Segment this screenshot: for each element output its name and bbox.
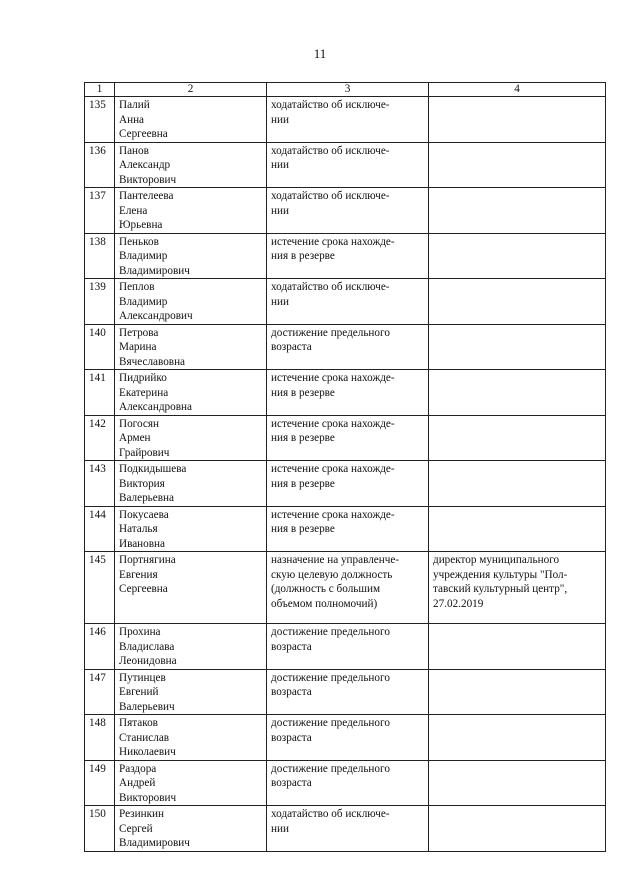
person-name — [115, 506, 267, 552]
exclusion-reason: ходатайство об исключе- нии — [267, 142, 429, 188]
table-row — [85, 506, 606, 552]
table-row — [85, 142, 606, 188]
surname: Панов — [119, 144, 149, 157]
surname: Палий — [119, 99, 150, 111]
surname: Петрова — [119, 326, 159, 339]
exclusion-reason: истечение срока нахожде- ния в резерве — [267, 415, 429, 461]
person-name — [115, 715, 267, 761]
given-name: Наталья — [119, 523, 158, 535]
appointed-position — [429, 279, 606, 325]
given-name: Владимир — [119, 295, 168, 308]
given-name: Станислав — [119, 731, 170, 744]
surname: Пятаков — [119, 717, 158, 729]
column-header: 3 — [267, 83, 429, 97]
person-name — [115, 669, 267, 715]
row-number: 142 — [85, 415, 115, 461]
exclusion-reason: ходатайство об исключе- нии — [267, 279, 429, 325]
table-row — [85, 552, 606, 624]
given-name: Владимир — [119, 250, 168, 262]
appointed-position — [429, 506, 606, 552]
person-name — [115, 760, 267, 806]
row-number: 150 — [85, 806, 115, 852]
table-row — [85, 624, 606, 670]
reserve-exclusion-table — [84, 82, 606, 852]
patronymic: Вячеславовна — [119, 355, 186, 368]
row-number: 137 — [85, 188, 115, 234]
exclusion-reason: истечение срока нахожде- ния в резерве — [267, 233, 429, 279]
person-name — [115, 97, 267, 143]
appointed-position: директор муниципального учреждения культуры "Пол- тавский культурный центр", 27.02.2019 — [429, 552, 606, 624]
appointed-position — [429, 806, 606, 852]
exclusion-reason: истечение срока нахожде- ния в резерве — [267, 461, 429, 507]
row-number: 146 — [85, 624, 115, 670]
person-name — [115, 324, 267, 370]
row-number: 140 — [85, 324, 115, 370]
exclusion-reason: достижение предельного возраста — [267, 715, 429, 761]
given-name: Сергей — [119, 822, 153, 835]
given-name: Елена — [119, 204, 148, 217]
exclusion-reason: ходатайство об исключе- нии — [267, 188, 429, 234]
exclusion-reason: ходатайство об исключе- нии — [267, 97, 429, 143]
patronymic: Владимирович — [119, 264, 190, 277]
appointed-position — [429, 142, 606, 188]
exclusion-reason: достижение предельного возраста — [267, 669, 429, 715]
surname: Покусаева — [119, 508, 169, 521]
surname: Пеньков — [119, 235, 159, 248]
surname: Путинцев — [119, 671, 166, 684]
patronymic: Сергеевна — [119, 583, 168, 595]
exclusion-reason: назначение на управленче- скую целевую должность (должность с большим объемом полномочий) — [267, 552, 429, 624]
surname: Резинкин — [119, 808, 164, 820]
table-header-row — [85, 83, 606, 97]
table-body — [85, 97, 606, 852]
exclusion-reason: достижение предельного возраста — [267, 624, 429, 670]
given-name: Анна — [119, 113, 145, 126]
surname: Погосян — [119, 417, 159, 430]
patronymic: Сергеевна — [119, 128, 168, 140]
patronymic: Александрович — [119, 310, 193, 322]
appointed-position — [429, 233, 606, 279]
given-name: Евгений — [119, 686, 159, 698]
surname: Пидрийко — [119, 372, 167, 384]
person-name — [115, 370, 267, 416]
column-header: 4 — [429, 83, 606, 97]
appointed-position — [429, 760, 606, 806]
table-row — [85, 324, 606, 370]
row-number: 149 — [85, 760, 115, 806]
table-row — [85, 715, 606, 761]
surname: Прохина — [119, 626, 161, 638]
appointed-position — [429, 669, 606, 715]
appointed-position — [429, 370, 606, 416]
exclusion-reason: ходатайство об исключе- нии — [267, 806, 429, 852]
patronymic: Александровна — [119, 401, 192, 413]
row-number: 136 — [85, 142, 115, 188]
surname: Пеплов — [119, 281, 155, 293]
exclusion-reason: достижение предельного возраста — [267, 760, 429, 806]
row-number: 135 — [85, 97, 115, 143]
given-name: Марина — [119, 341, 157, 353]
patronymic: Леонидовна — [119, 655, 177, 667]
person-name — [115, 279, 267, 325]
given-name: Владислава — [119, 640, 175, 653]
appointed-position — [429, 624, 606, 670]
patronymic: Валерьевич — [119, 700, 175, 713]
row-number: 143 — [85, 461, 115, 507]
patronymic: Валерьевна — [119, 492, 174, 504]
table-row — [85, 233, 606, 279]
person-name — [115, 806, 267, 852]
patronymic: Викторович — [119, 173, 177, 186]
given-name: Андрей — [119, 777, 156, 789]
person-name — [115, 233, 267, 279]
column-header: 2 — [115, 83, 267, 97]
person-name — [115, 552, 267, 624]
row-number: 141 — [85, 370, 115, 416]
table-row — [85, 370, 606, 416]
surname: Подкидышева — [119, 463, 187, 475]
person-name — [115, 624, 267, 670]
surname: Пантелеева — [119, 190, 174, 202]
exclusion-reason: истечение срока нахожде- ния в резерве — [267, 506, 429, 552]
given-name: Армен — [119, 432, 151, 444]
row-number: 138 — [85, 233, 115, 279]
person-name — [115, 415, 267, 461]
patronymic: Юрьевна — [119, 219, 163, 231]
given-name: Екатерина — [119, 386, 169, 399]
appointed-position — [429, 188, 606, 234]
page-number: 11 — [313, 46, 327, 61]
table-row — [85, 188, 606, 234]
person-name — [115, 188, 267, 234]
table-row — [85, 806, 606, 852]
appointed-position — [429, 97, 606, 143]
given-name: Виктория — [119, 477, 165, 490]
given-name: Александр — [119, 159, 171, 171]
appointed-position — [429, 715, 606, 761]
table-row — [85, 669, 606, 715]
row-number: 145 — [85, 552, 115, 624]
patronymic: Николаевич — [119, 746, 176, 758]
given-name: Евгения — [119, 568, 158, 581]
exclusion-reason: истечение срока нахожде- ния в резерве — [267, 370, 429, 416]
appointed-position — [429, 415, 606, 461]
patronymic: Владимирович — [119, 837, 190, 849]
patronymic: Ивановна — [119, 537, 165, 550]
table-row — [85, 760, 606, 806]
appointed-position — [429, 324, 606, 370]
exclusion-reason: достижение предельного возраста — [267, 324, 429, 370]
surname: Раздора — [119, 762, 157, 775]
person-name — [115, 142, 267, 188]
table-row — [85, 279, 606, 325]
patronymic: Викторович — [119, 791, 177, 804]
row-number: 144 — [85, 506, 115, 552]
table-row — [85, 415, 606, 461]
column-header: 1 — [85, 83, 115, 97]
table-row — [85, 461, 606, 507]
surname: Портнягина — [119, 554, 176, 566]
appointed-position — [429, 461, 606, 507]
patronymic: Грайрович — [119, 446, 170, 459]
person-name — [115, 461, 267, 507]
row-number: 147 — [85, 669, 115, 715]
row-number: 139 — [85, 279, 115, 325]
row-number: 148 — [85, 715, 115, 761]
table-row — [85, 97, 606, 143]
